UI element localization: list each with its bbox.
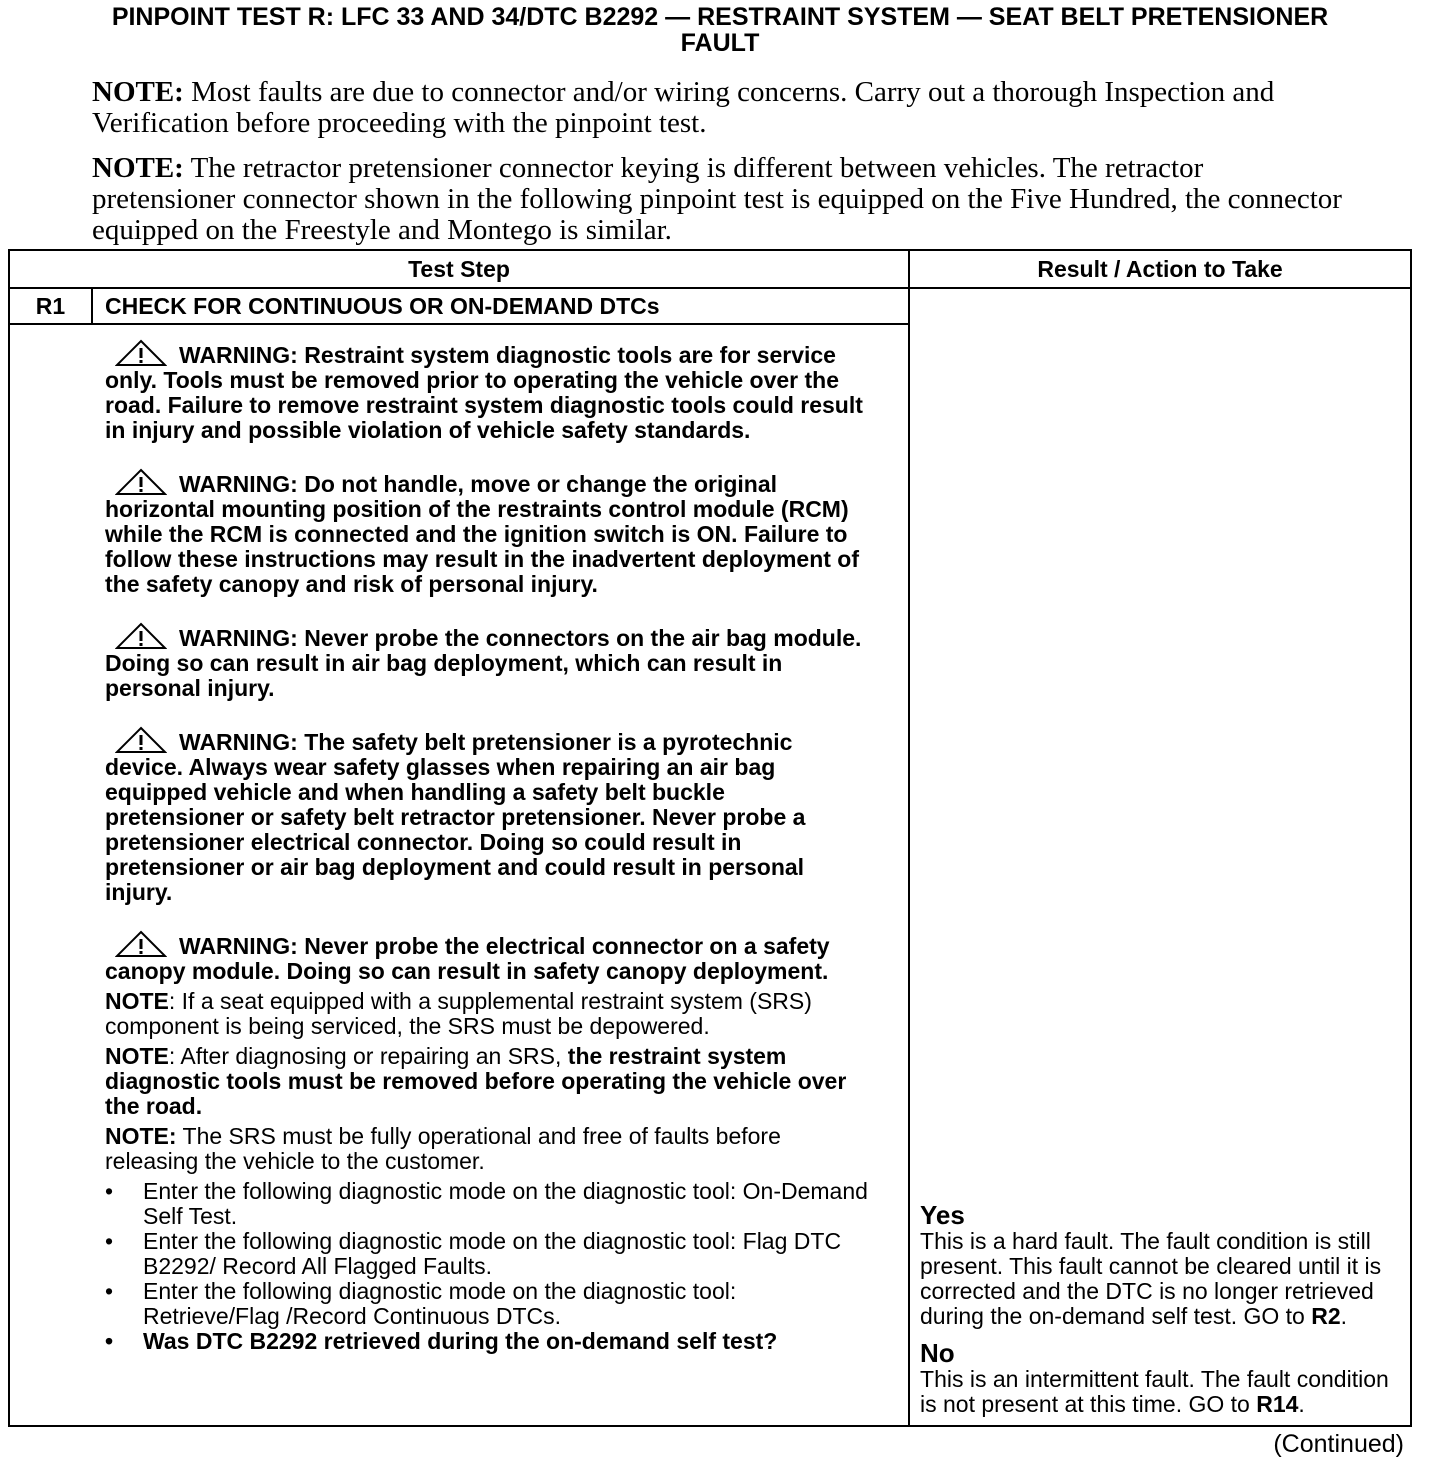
goto-r2-link[interactable]: R2 xyxy=(1311,1303,1341,1329)
page-title-line1: PINPOINT TEST R: LFC 33 AND 34/DTC B2292 — RESTRAINT SYSTEM — SEAT BELT PRETENSIONER xyxy=(111,3,1329,31)
note-depower: NOTE: If a seat equipped with a supplemental restraint system (SRS) component is being serviced, the SRS must be depowered. xyxy=(105,988,812,1039)
note-text: Most faults are due to connector and/or wiring concerns. Carry out a thorough Inspection and Verification before proceeding with the pinpoint test. xyxy=(92,76,1275,139)
step-content xyxy=(10,325,908,1354)
result-no-text: This is an intermittent fault. The fault condition is not present at this time. GO to R14. xyxy=(920,1366,1389,1417)
continued-label: (Continued) xyxy=(1273,1430,1404,1458)
column-header-result: Result / Action to Take xyxy=(909,250,1411,288)
result-no-label: No xyxy=(920,1338,955,1368)
result-yes-label: Yes xyxy=(920,1200,965,1230)
list-item: • Enter the following diagnostic mode on the diagnostic tool: Retrieve/Flag /Record Continuous DTCs. xyxy=(105,1279,868,1329)
warning-triangle-icon xyxy=(115,930,167,958)
result-cell xyxy=(909,288,1411,1426)
warning-3: WARNING: Never probe the connectors on the air bag module. Doing so can result in air bag deployment, which can result in personal injury. xyxy=(105,622,868,701)
page-title-line2: FAULT xyxy=(680,29,760,57)
warning-triangle-icon xyxy=(115,622,167,650)
goto-r14-link[interactable]: R14 xyxy=(1256,1391,1299,1417)
list-item: • Enter the following diagnostic mode on the diagnostic tool: Flag DTC B2292/ Record All Flagged Faults. xyxy=(105,1229,868,1279)
warning-triangle-icon xyxy=(115,339,167,367)
pinpoint-test-table xyxy=(8,249,1412,1427)
step-body xyxy=(9,324,909,1426)
warning-5: WARNING: Never probe the electrical connector on a safety canopy module. Doing so can result in safety canopy deployment. xyxy=(105,930,868,984)
note-label: NOTE: xyxy=(92,76,184,108)
step-id: R1 xyxy=(9,288,92,324)
note-text: The retractor pretensioner connector keying is different between vehicles. The retractor pretensioner connector shown in the following pinpoint test is equipped on the Five Hundred, the connector equipped on the Freestyle and Montego is similar. xyxy=(92,152,1342,246)
instruction-list xyxy=(105,1179,868,1354)
note-operational: NOTE: The SRS must be fully operational and free of faults before releasing the vehicle to the customer. xyxy=(105,1123,781,1174)
warning-triangle-icon xyxy=(115,726,167,754)
list-item: • Enter the following diagnostic mode on the diagnostic tool: On-Demand Self Test. xyxy=(105,1179,868,1229)
intro-note-1 xyxy=(92,77,1352,139)
result-yes-text: This is a hard fault. The fault condition is still present. This fault cannot be cleared until it is corrected and the DTC is no longer retrieved during the on-demand self test. GO to R2. xyxy=(920,1228,1382,1329)
page-title xyxy=(0,4,1440,56)
warning-4: WARNING: The safety belt pretensioner is a pyrotechnic device. Always wear safety glasses when repairing an air bag equipped vehicle and when handling a safety belt buckle pretensioner or safety belt retractor pretensioner. Never probe a pretensioner electrical connector. Doing so could result in pretensioner or air bag deployment and could result in personal injury. xyxy=(105,726,868,905)
note-remove-tools: NOTE: After diagnosing or repairing an SRS, the restraint system diagnostic tools must be removed before operating the vehicle over the road. xyxy=(105,1043,847,1119)
step-heading: CHECK FOR CONTINUOUS OR ON-DEMAND DTCs xyxy=(92,288,909,324)
note-label: NOTE: xyxy=(92,152,184,184)
warning-1: WARNING: Restraint system diagnostic tools are for service only. Tools must be removed prior to operating the vehicle over the road. Failure to remove restraint system diagnostic tools could result in injury and possible violation of vehicle safety standards. xyxy=(105,339,868,443)
step-question: • Was DTC B2292 retrieved during the on-demand self test? xyxy=(105,1329,868,1354)
warning-2: WARNING: Do not handle, move or change the original horizontal mounting position of the restraints control module (RCM) while the RCM is connected and the ignition switch is ON. Failure to follow these instructions may result in the inadvertent deployment of the safety canopy and risk of personal injury. xyxy=(105,468,868,597)
warning-triangle-icon xyxy=(115,468,167,496)
intro-note-2 xyxy=(92,153,1352,246)
column-header-test-step: Test Step xyxy=(9,250,909,288)
result-block xyxy=(920,1201,1404,1417)
